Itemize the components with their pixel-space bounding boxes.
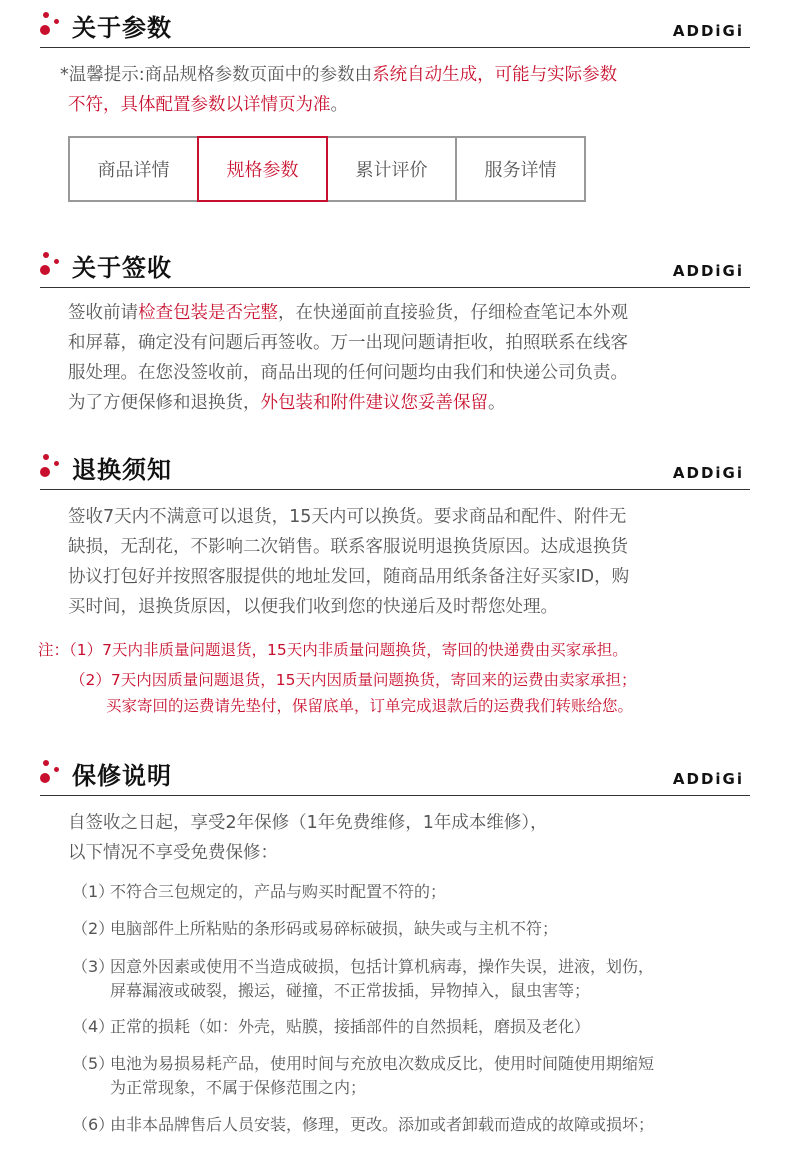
list-item: （5）电池为易损易耗产品，使用时间与充放电次数成反比，使用时间随使用期缩短 为正常现象，不属于保修范围之内； [72,1054,655,1097]
section-header-signing [40,240,750,288]
brand-logo: ADDiGi [672,464,744,482]
brand-logo: ADDiGi [672,22,744,40]
bullet-dots-icon [40,454,64,480]
list-item: （1）不符合三包规定的，产品与购买时配置不符的； [72,882,447,901]
tab-reviews[interactable]: 累计评价 [326,136,457,202]
section-title: 保修说明 [72,762,172,790]
list-item: （6）由非本品牌售后人员安装，修理，更改。添加或者卸载而造成的故障或损坏； [72,1115,655,1134]
list-item: （3）因意外因素或使用不当造成破损，包括计算机病毒，操作失误，进液，划伤， 屏幕漏液或破裂，搬运，碰撞，不正常拔插，异物掉入，鼠虫害等； [72,957,655,1000]
brand-logo: ADDiGi [672,262,744,280]
tab-spec-params[interactable]: 规格参数 [197,136,328,202]
returns-note-2: （2）7天内因质量问题退货，15天内因质量问题换货，寄回来的运费由卖家承担； [70,671,637,689]
tab-product-details[interactable]: 商品详情 [68,136,199,202]
section-title: 关于签收 [72,254,172,282]
tab-service-details[interactable]: 服务详情 [455,136,586,202]
bullet-dots-icon [40,760,64,786]
returns-text: 签收7天内不满意可以退货，15天内可以换货。要求商品和配件、附件无 缺损，无刮花，不影响二次销售。联系客服说明退换货原因。达成退换货 协议打包好并按照客服提供的地址发回，随商品用纸条备注好买家ID，购 买时间，退换货原因，以便我们收到您的快递后及时帮您处理。 [68,507,630,617]
list-item: （2）电脑部件上所粘贴的条形码或易碎标破损，缺失或与主机不符； [72,919,559,938]
section-title: 关于参数 [72,14,172,42]
section-header-warranty [40,748,750,796]
section-header-params [40,0,750,48]
brand-logo: ADDiGi [672,770,744,788]
warranty-intro: 自签收之日起，享受2年保修（1年免费维修，1年成本维修）， 以下情况不享受免费保修： [68,813,548,863]
section-title: 退换须知 [72,456,172,484]
bullet-dots-icon [40,12,64,38]
returns-note-3: 买家寄回的运费请先垫付，保留底单，订单完成退款后的运费我们转账给您。 [106,697,634,715]
bullet-dots-icon [40,252,64,278]
list-item: （4）正常的损耗（如：外壳，贴膜，接插部件的自然损耗，磨损及老化） [72,1017,591,1036]
params-tip: *温馨提示:商品规格参数页面中的参数由系统自动生成，可能与实际参数 不符，具体配置参数以详情页为准。 [60,65,618,115]
section-header-returns [40,442,750,490]
detail-tabs [68,136,584,202]
returns-note-1: 注：（1）7天内非质量问题退货，15天内非质量问题换货，寄回的快递费由买家承担。 [38,641,628,659]
signing-text: 签收前请检查包装是否完整，在快递面前直接验货，仔细检查笔记本外观 和屏幕，确定没有问题后再签收。万一出现问题请拒收，拍照联系在线客 服处理。在您没签收前，商品出现的任何问题均由我们和快递公司负责。 为了方便保修和退换货，外包装和附件建议您妥善保留。 [68,303,628,413]
